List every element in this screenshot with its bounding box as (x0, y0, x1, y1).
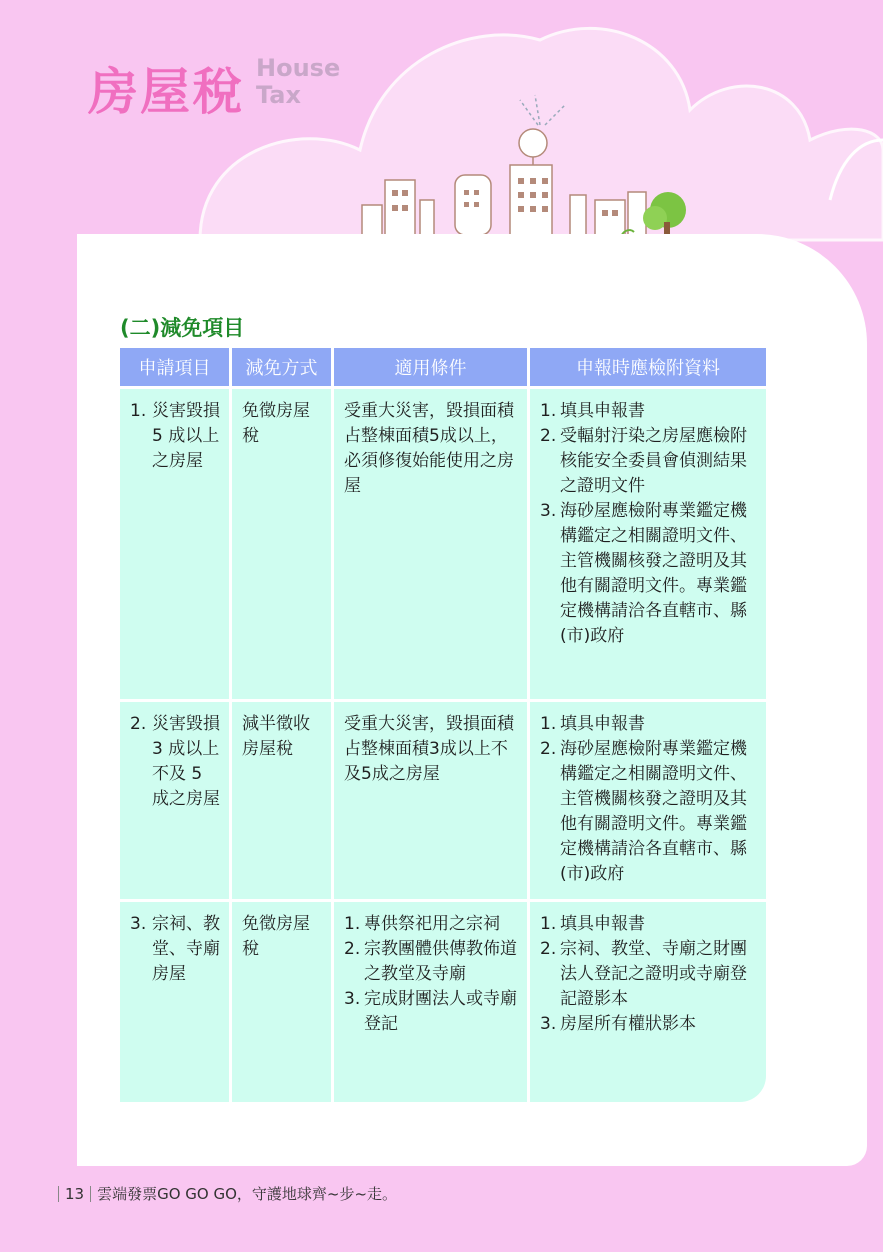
category-text: 災害毀損 3 成以上不及 5 成之房屋 (152, 714, 220, 809)
list-item: 1. 填具申報書 (540, 714, 645, 734)
column-header-category: 申請項目 (120, 348, 232, 389)
conditions-cell (334, 902, 530, 1102)
conditions-cell (334, 702, 530, 902)
table-header-row (120, 348, 766, 389)
list-item: 3. 房屋所有權狀影本 (540, 1014, 696, 1034)
method-cell (232, 389, 334, 702)
table-row (120, 902, 766, 1102)
condition-text: 受重大災害，毀損面積占整棟面積5成以上，必須修復始能使用之房屋 (344, 401, 514, 496)
reduction-table (120, 348, 766, 1102)
condition-text: 受重大災害，毀損面積占整棟面積3成以上不及5成之房屋 (344, 714, 514, 784)
footer-divider (90, 1186, 91, 1202)
footer-divider (58, 1186, 59, 1202)
method-cell (232, 702, 334, 902)
page-number: 13 (65, 1184, 85, 1203)
category-number: 1. (130, 401, 147, 421)
list-item: 2. 宗教團體供傳教佈道之教堂及寺廟 (344, 939, 517, 984)
list-item: 3. 海砂屋應檢附專業鑑定機構鑑定之相關證明文件、主管機關核發之證明及其他有關證明文件。專業鑑定機構請洽各直轄市、縣(市)政府 (540, 501, 747, 646)
documents-cell (530, 389, 766, 702)
list-item: 1. 專供祭祀用之宗祠 (344, 914, 500, 934)
category-number: 3. (130, 914, 147, 934)
title-en-line1: House (256, 54, 341, 82)
category-text: 宗祠、教堂、寺廟房屋 (152, 914, 220, 984)
category-cell (120, 702, 232, 902)
table-row (120, 389, 766, 702)
footer (52, 1183, 397, 1204)
method-text: 免徵房屋稅 (242, 401, 310, 446)
documents-cell (530, 902, 766, 1102)
column-header-method: 減免方式 (232, 348, 334, 389)
documents-cell (530, 702, 766, 902)
list-item: 3. 完成財團法人或寺廟登記 (344, 989, 517, 1034)
conditions-cell (334, 389, 530, 702)
method-cell (232, 902, 334, 1102)
column-header-documents: 申報時應檢附資料 (530, 348, 766, 389)
method-text: 減半徵收房屋稅 (242, 714, 310, 759)
footer-slogan: 雲端發票GO GO GO，守護地球齊~步~走。 (97, 1185, 398, 1203)
method-text: 免徵房屋稅 (242, 914, 310, 959)
table-row (120, 702, 766, 902)
list-item: 1. 填具申報書 (540, 914, 645, 934)
cityscape-illustration (0, 0, 883, 260)
section-heading: (二)減免項目 (120, 316, 245, 340)
list-item: 2. 海砂屋應檢附專業鑑定機構鑑定之相關證明文件、主管機關核發之證明及其他有關證明文件。專業鑑定機構請洽各直轄市、縣(市)政府 (540, 739, 747, 884)
category-text: 災害毀損 5 成以上之房屋 (152, 401, 220, 471)
list-item: 1. 填具申報書 (540, 401, 645, 421)
page-title: 房屋稅 (88, 63, 244, 121)
category-cell (120, 902, 232, 1102)
category-cell (120, 389, 232, 702)
title-en-line2: Tax (256, 81, 301, 109)
category-number: 2. (130, 714, 147, 734)
list-item: 2. 受輻射汙染之房屋應檢附核能安全委員會偵測結果之證明文件 (540, 426, 747, 496)
list-item: 2. 宗祠、教堂、寺廟之財團法人登記之證明或寺廟登記證影本 (540, 939, 747, 1009)
column-header-conditions: 適用條件 (334, 348, 530, 389)
